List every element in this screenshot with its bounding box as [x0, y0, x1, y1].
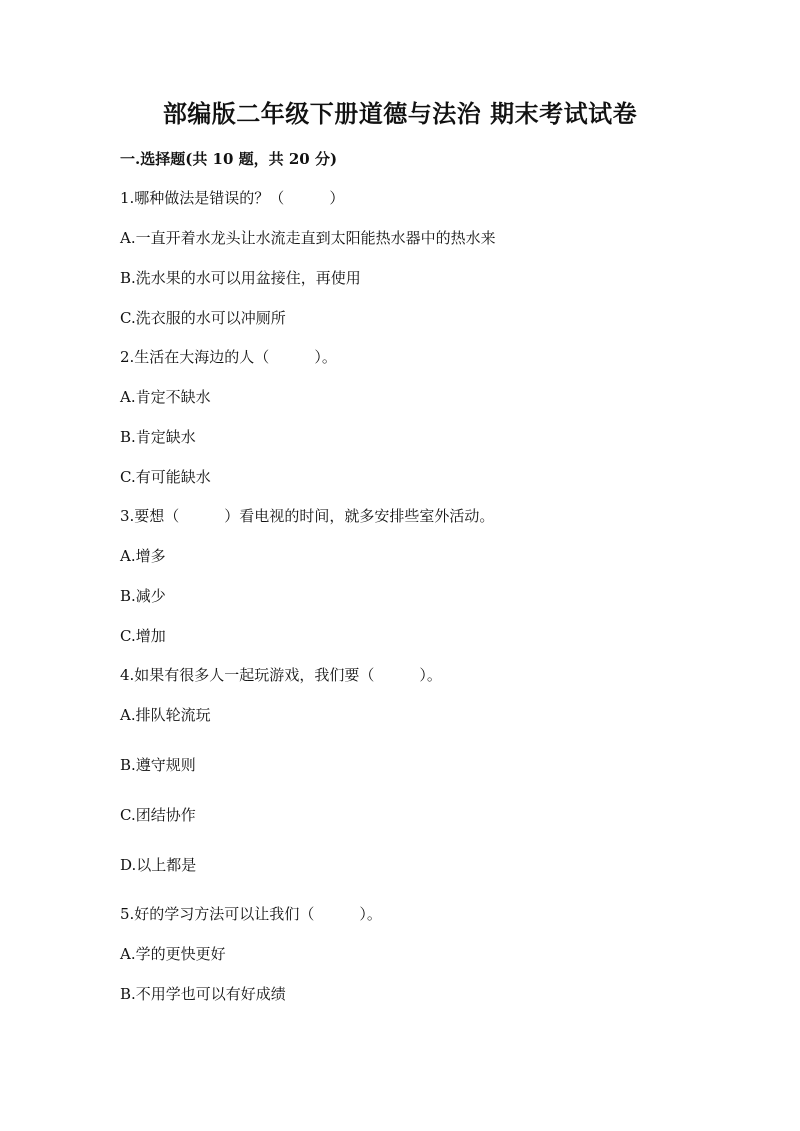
- question-4-stem: 4.如果有很多人一起玩游戏，我们要（ ）。: [120, 666, 442, 684]
- question-1-stem: 1.哪种做法是错误的？（ ）: [120, 189, 345, 207]
- question-2-option-c: C.有可能缺水: [120, 468, 211, 486]
- question-4-option-a: A.排队轮流玩: [120, 706, 211, 724]
- question-2-option-b: B.肯定缺水: [120, 428, 196, 446]
- question-4-option-b: B.遵守规则: [120, 756, 196, 774]
- question-3-stem: 3.要想（ ）看电视的时间，就多安排些室外活动。: [120, 507, 495, 525]
- question-5-option-a: A.学的更快更好: [120, 945, 226, 963]
- question-4-option-c: C.团结协作: [120, 806, 196, 824]
- question-5-stem: 5.好的学习方法可以让我们（ ）。: [120, 905, 382, 923]
- question-1-option-a: A.一直开着水龙头让水流走直到太阳能热水器中的热水来: [120, 229, 496, 247]
- question-4-option-d: D.以上都是: [120, 856, 197, 874]
- page-title: 部编版二年级下册道德与法治 期末考试试卷: [162, 99, 638, 128]
- question-3-option-c: C.增加: [120, 627, 166, 645]
- question-5-option-b: B.不用学也可以有好成绩: [120, 985, 286, 1003]
- question-3-option-a: A.增多: [120, 547, 166, 565]
- question-2-option-a: A.肯定不缺水: [120, 388, 211, 406]
- question-1-option-c: C.洗衣服的水可以冲厕所: [120, 309, 286, 327]
- question-1-option-b: B.洗水果的水可以用盆接住，再使用: [120, 269, 361, 287]
- question-3-option-b: B.减少: [120, 587, 166, 605]
- question-2-stem: 2.生活在大海边的人（ ）。: [120, 348, 337, 366]
- section-heading: 一.选择题(共 10 题，共 20 分): [120, 150, 338, 168]
